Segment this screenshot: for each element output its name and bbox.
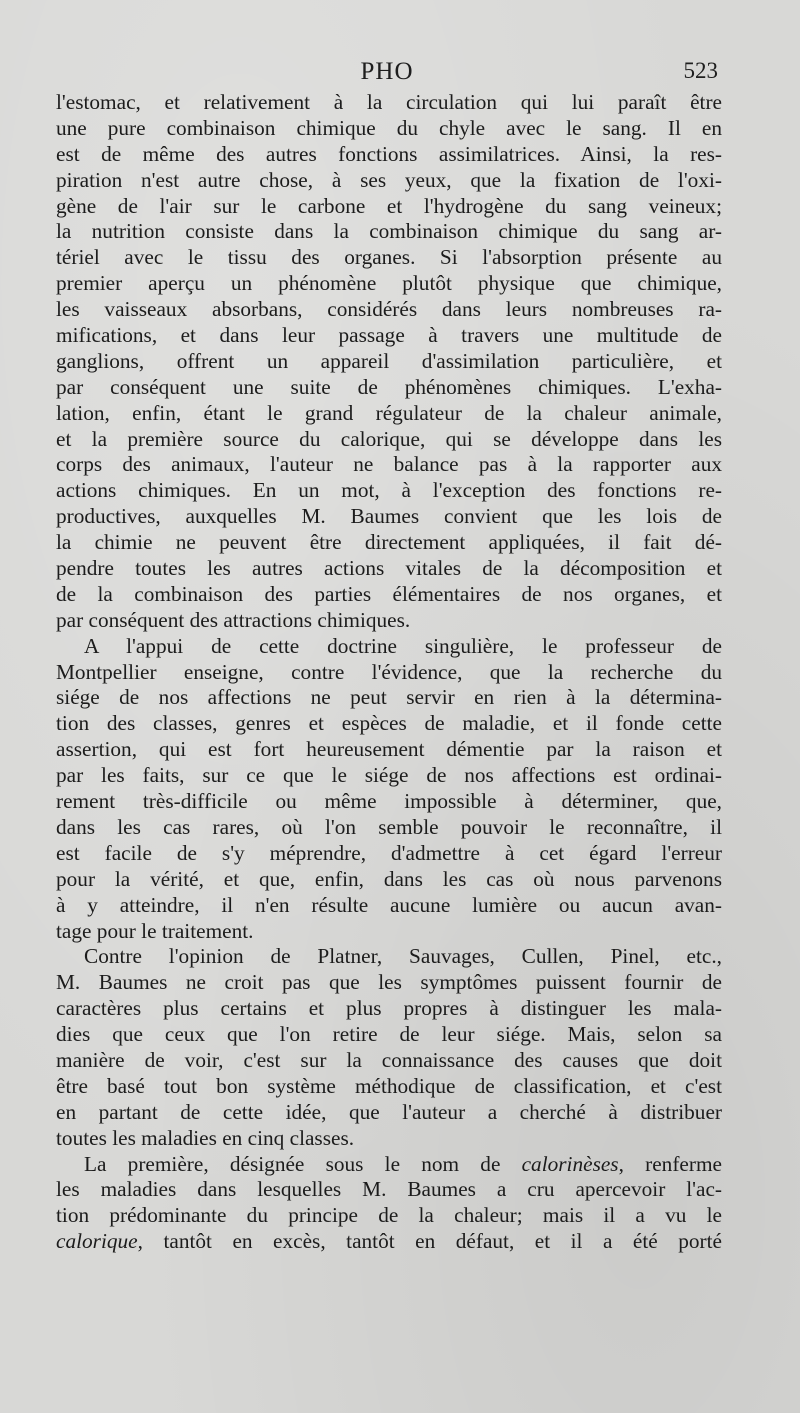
text-line: lation, enfin, étant le grand régulateur de la chaleur animale, xyxy=(56,400,722,425)
text-line: en partant de cette idée, que l'auteur a cherché à distribuer xyxy=(56,1099,722,1124)
text-line xyxy=(56,1229,722,1255)
text-line: Montpellier enseigne, contre l'évidence, que la recherche du xyxy=(56,659,722,684)
text-line: corps des animaux, l'auteur ne balance pas à la rapporter aux xyxy=(56,452,722,477)
text-line: tage pour le traitement. xyxy=(56,918,254,943)
text-line: gène de l'air sur le carbone et l'hydrogène du sang veineux; xyxy=(56,193,722,218)
body-text xyxy=(56,90,722,1255)
text-line: être basé tout bon système méthodique de classification, et c'est xyxy=(56,1073,722,1098)
text-segment: , renferme xyxy=(618,1151,722,1176)
text-line: pour la vérité, et que, enfin, dans les cas où nous parvenons xyxy=(56,866,722,891)
text-line: manière de voir, c'est sur la connaissance des causes que doit xyxy=(56,1047,722,1072)
text-line: mifications, et dans leur passage à travers une multitude de xyxy=(56,323,722,348)
paragraph-4 xyxy=(56,1152,722,1256)
text-line: la chimie ne peuvent être directement appliquées, il fait dé- xyxy=(56,530,722,555)
paragraph-3 xyxy=(56,944,722,1151)
italic-term: calorique xyxy=(56,1229,138,1254)
text-line: les vaisseaux absorbans, considérés dans leurs nombreuses ra- xyxy=(56,297,722,322)
text-line: pendre toutes les autres actions vitales de la décomposition et xyxy=(56,556,722,581)
italic-term: calorinèses xyxy=(521,1151,619,1176)
text-line: par conséquent une suite de phénomènes chimiques. L'exha- xyxy=(56,374,722,399)
text-line: dies que ceux que l'on retire de leur siége. Mais, selon sa xyxy=(56,1022,722,1047)
text-line: une pure combinaison chimique du chyle avec le sang. Il en xyxy=(56,115,722,140)
text-line: siége de nos affections ne peut servir en rien à la détermina- xyxy=(56,685,722,710)
text-line: est de même des autres fonctions assimilatrices. Ainsi, la res- xyxy=(56,141,722,166)
text-line: tion des classes, genres et espèces de maladie, et il fonde cette xyxy=(56,711,722,736)
text-segment: , tantôt en excès, tantôt en défaut, et il a été porté xyxy=(137,1229,722,1254)
text-line: Contre l'opinion de Platner, Sauvages, Cullen, Pinel, etc., xyxy=(84,944,722,969)
text-line: est facile de s'y méprendre, d'admettre à cet égard l'erreur xyxy=(56,840,722,865)
text-line: l'estomac, et relativement à la circulation qui lui paraît être xyxy=(56,90,722,114)
text-line: piration n'est autre chose, à ses yeux, que la fixation de l'oxi- xyxy=(56,167,722,192)
paragraph-2 xyxy=(56,634,722,945)
text-line: de la combinaison des parties élémentaires de nos organes, et xyxy=(56,581,722,606)
text-segment: La première, désignée sous le nom de xyxy=(84,1151,522,1176)
text-line: dans les cas rares, où l'on semble pouvoir le reconnaître, il xyxy=(56,814,722,839)
text-line: ganglions, offrent un appareil d'assimilation particulière, et xyxy=(56,348,722,373)
text-line: la nutrition consiste dans la combinaison chimique du sang ar- xyxy=(56,219,722,244)
text-line: par les faits, sur ce que le siége de nos affections est ordinai- xyxy=(56,763,722,788)
text-line: assertion, qui est fort heureusement démentie par la raison et xyxy=(56,737,722,762)
text-line: productives, auxquelles M. Baumes convient que les lois de xyxy=(56,504,722,529)
text-line: A l'appui de cette doctrine singulière, le professeur de xyxy=(84,633,722,658)
text-line: rement très-difficile ou même impossible à déterminer, que, xyxy=(56,789,722,814)
text-line: actions chimiques. En un mot, à l'exception des fonctions re- xyxy=(56,478,722,503)
page-number: 523 xyxy=(683,58,718,83)
text-line: tion prédominante du principe de la chaleur; mais il a vu le xyxy=(56,1203,722,1228)
text-line: toutes les maladies en cinq classes. xyxy=(56,1125,355,1150)
text-line: à y atteindre, il n'en résulte aucune lumière ou aucun avan- xyxy=(56,892,722,917)
text-line xyxy=(56,1152,722,1178)
text-line: les maladies dans lesquelles M. Baumes a cru apercevoir l'ac- xyxy=(56,1177,722,1202)
page-header xyxy=(56,58,718,88)
running-head: PHO xyxy=(360,58,414,85)
text-line: par conséquent des attractions chimiques. xyxy=(56,607,411,632)
text-line: tériel avec le tissu des organes. Si l'absorption présente au xyxy=(56,245,722,270)
text-line: et la première source du calorique, qui se développe dans les xyxy=(56,426,722,451)
text-line: caractères plus certains et plus propres à distinguer les mala- xyxy=(56,996,722,1021)
text-line: premier aperçu un phénomène plutôt physique que chimique, xyxy=(56,271,722,296)
paragraph-1 xyxy=(56,90,722,634)
text-line: M. Baumes ne croit pas que les symptômes puissent fournir de xyxy=(56,970,722,995)
